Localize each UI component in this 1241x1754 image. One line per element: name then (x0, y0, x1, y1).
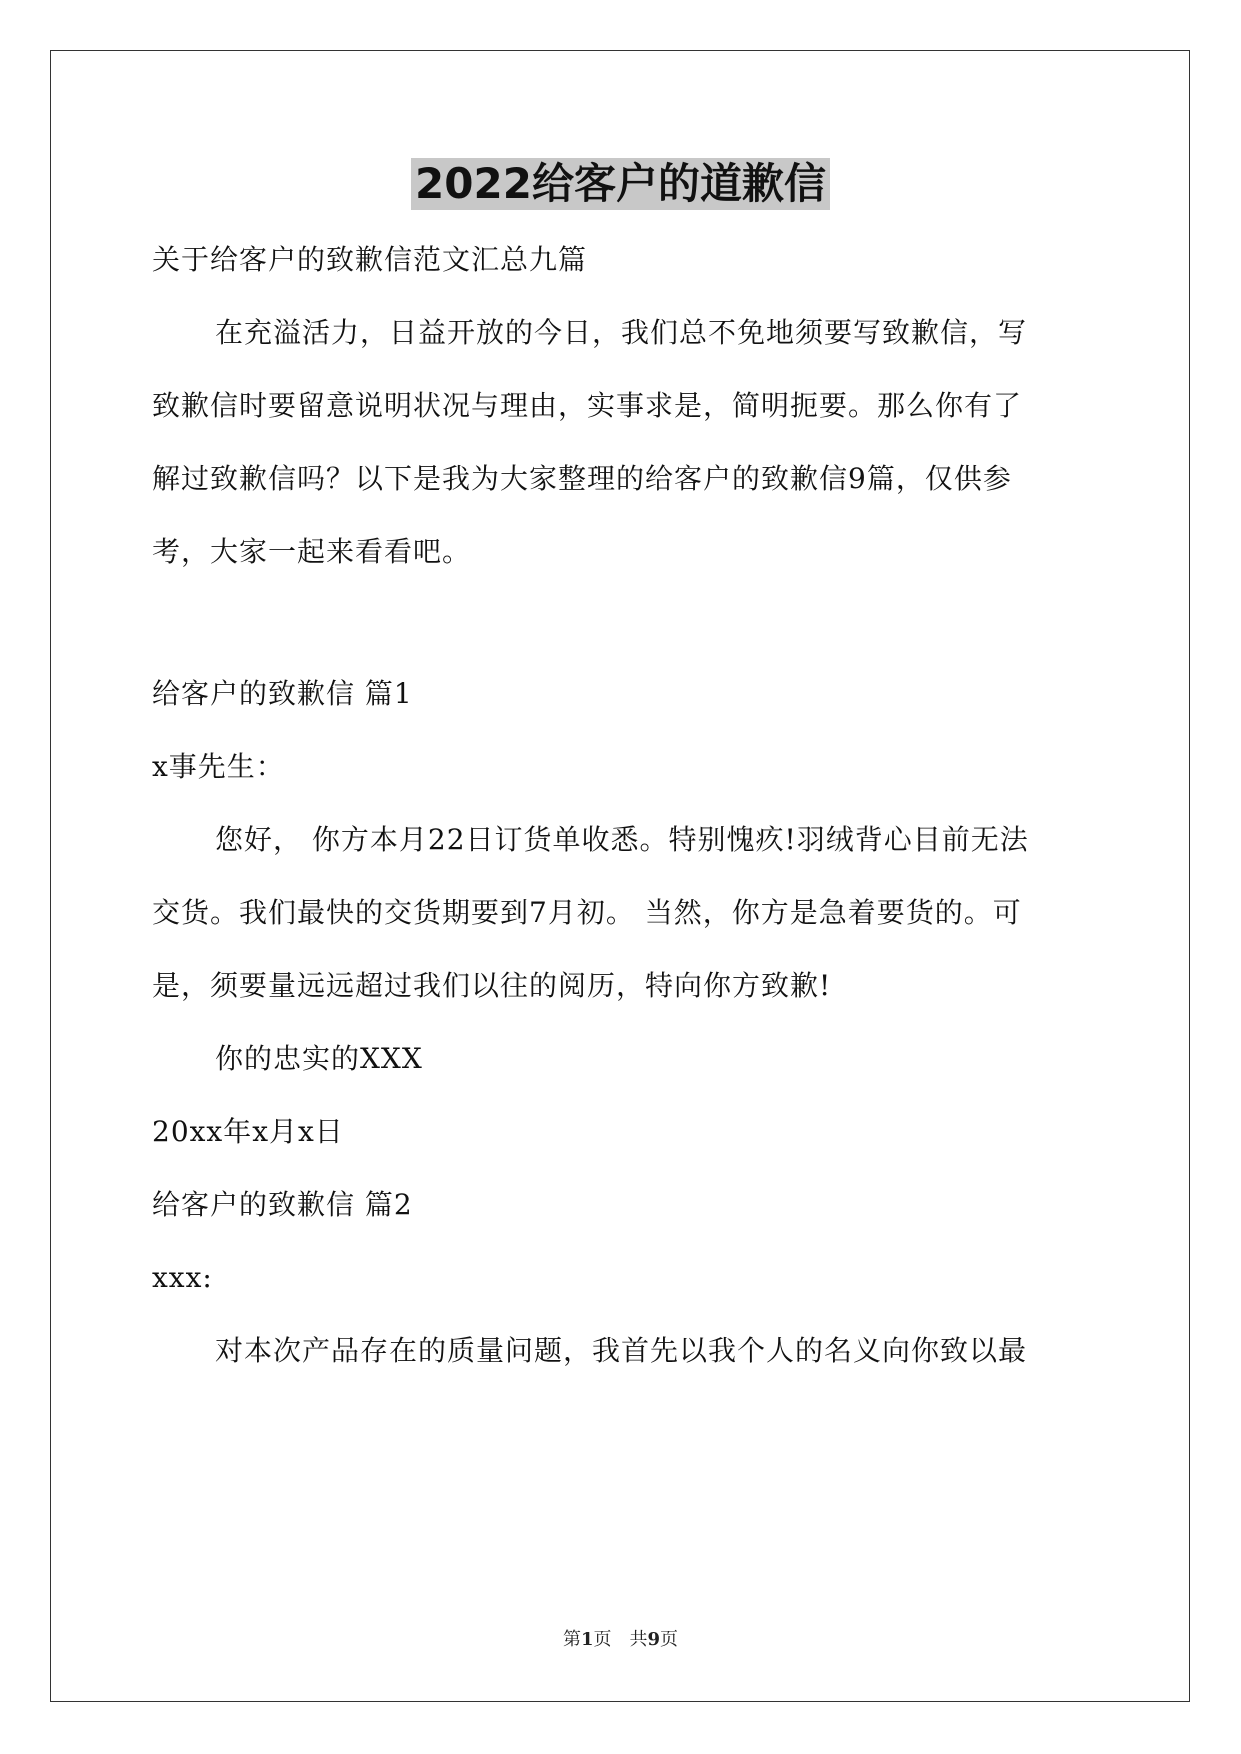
letter1-date: 20xx年x月x日 (152, 1115, 344, 1148)
page-number: 1 (580, 1629, 594, 1650)
letter1-closing: 你的忠实的XXX (215, 1042, 423, 1075)
intro-line: 解过致歉信吗？以下是我为大家整理的给客户的致歉信9篇，仅供参 (152, 462, 1012, 495)
letter1-body-line: 您好， 你方本月22日订货单收悉。特别愧疚!羽绒背心目前无法 (215, 823, 1029, 856)
document-title: 2022给客户的道歉信 (411, 158, 830, 210)
total-suffix: 页 (660, 1629, 679, 1650)
total-prefix: 共 (629, 1629, 648, 1650)
letter2-body-line: 对本次产品存在的质量问题，我首先以我个人的名义向你致以最 (215, 1334, 1028, 1367)
page-suffix: 页 (593, 1629, 612, 1650)
letter1-body-line: 是，须要量远远超过我们以往的阅历，特向你方致歉! (152, 969, 832, 1002)
letter1-body-line: 交货。我们最快的交货期要到7月初。 当然，你方是急着要货的。可 (152, 896, 1022, 929)
intro-line: 在充溢活力，日益开放的今日，我们总不免地须要写致歉信，写 (215, 316, 1028, 349)
title-container (0, 158, 1241, 210)
intro-line: 考，大家一起来看看吧。 (152, 535, 472, 568)
letter1-heading: 给客户的致歉信 篇1 (152, 677, 413, 710)
letter1-salutation: x事先生： (152, 750, 285, 783)
page-border (50, 50, 1190, 1702)
total-pages: 9 (647, 1629, 661, 1650)
intro-line: 致歉信时要留意说明状况与理由，实事求是，简明扼要。那么你有了 (152, 389, 1023, 422)
letter2-heading: 给客户的致歉信 篇2 (152, 1188, 413, 1221)
page-footer (0, 1628, 1241, 1652)
letter2-salutation: xxx: (152, 1261, 213, 1294)
document-subtitle: 关于给客户的致歉信范文汇总九篇 (152, 243, 588, 276)
page-prefix: 第 (562, 1629, 581, 1650)
